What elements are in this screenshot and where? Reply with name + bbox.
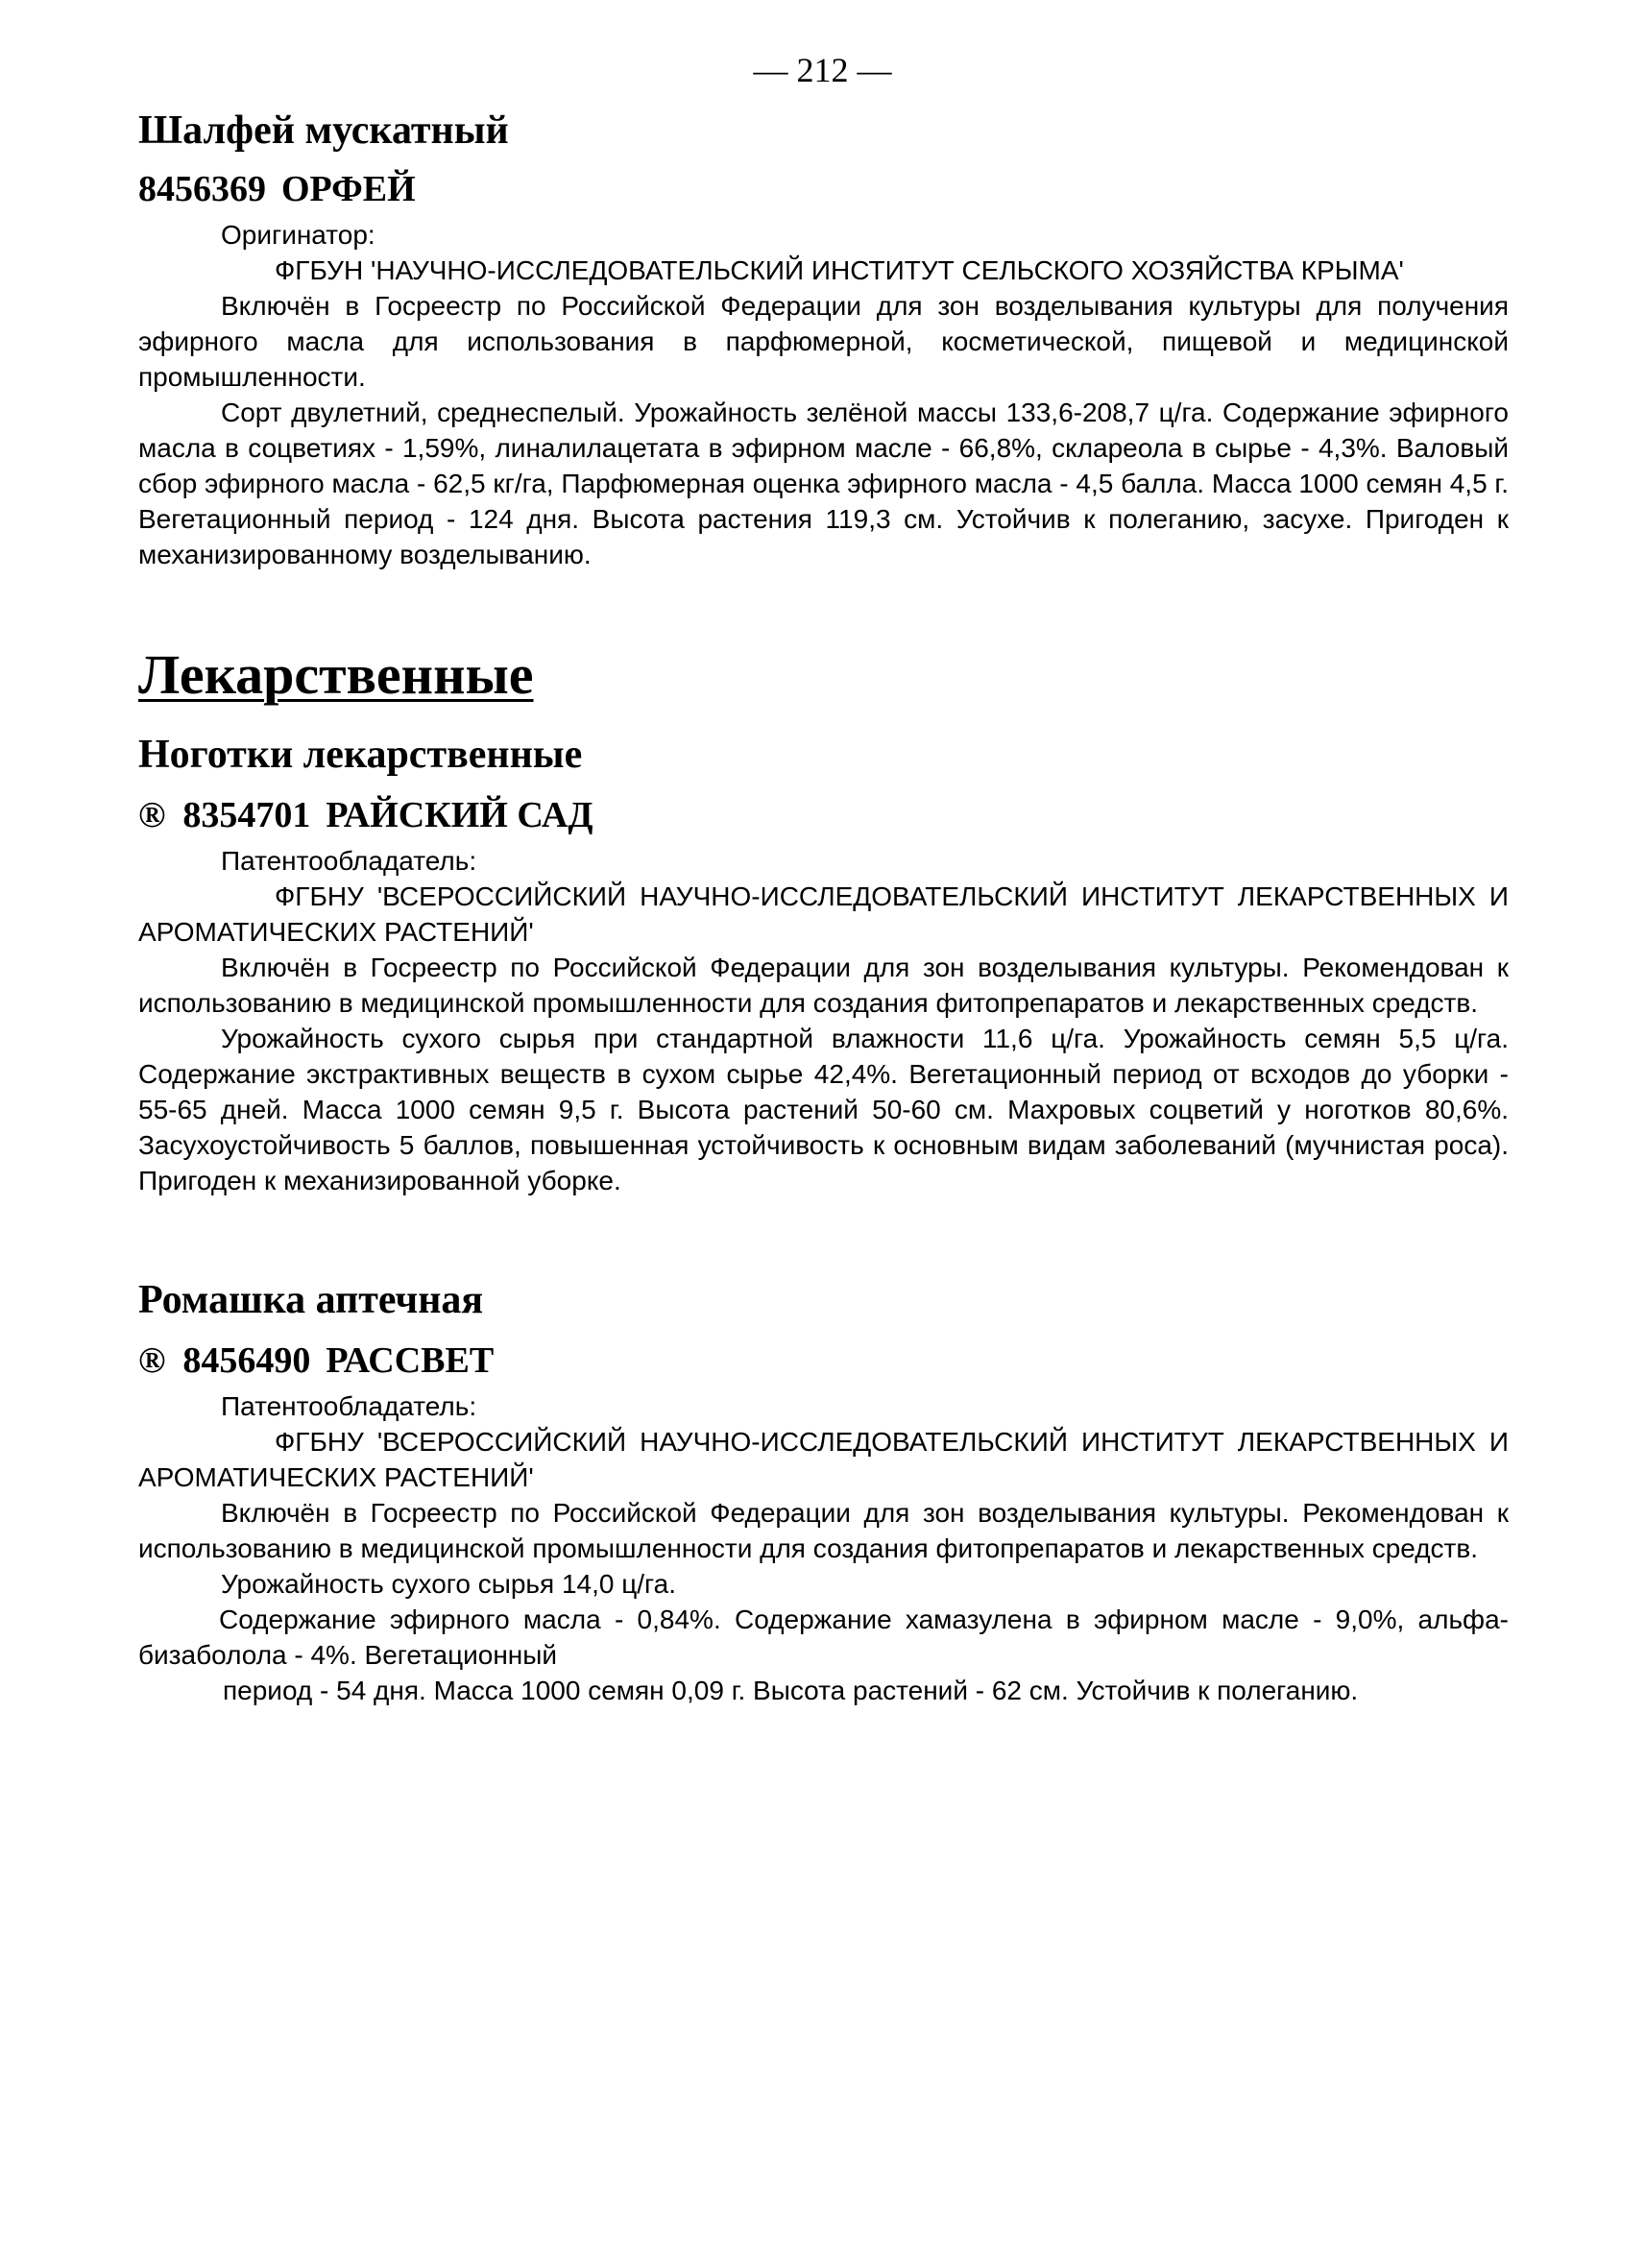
variety-heading bbox=[138, 791, 1509, 839]
registered-mark-icon: ® bbox=[138, 1340, 166, 1381]
originator-label: Оригинатор: bbox=[221, 220, 375, 250]
culture-heading: Ноготки лекарственные bbox=[138, 733, 583, 777]
originator-name: ФГБУН 'НАУЧНО-ИССЛЕДОВАТЕЛЬСКИЙ ИНСТИТУТ СЕЛЬСКОГО ХОЗЯЙСТВА КРЫМА' bbox=[275, 255, 1404, 285]
entry-calendula bbox=[138, 730, 1509, 1198]
registry-text: Включён в Госреестр по Российской Федерации для зон возделывания культуры. Рекомендован к использованию в медицинской промышленности для создания фитопрепаратов и лекарственных средств. bbox=[138, 953, 1509, 1018]
variety-number: 8456490 bbox=[182, 1340, 311, 1381]
section-title: Лекарственные bbox=[138, 643, 534, 706]
description-text: Урожайность сухого сырья при стандартной влажности 11,6 ц/га. Урожайность семян 5,5 ц/га. Содержание экстрактивных веществ в сухом сырье 42,4%. Вегетационный период от всходов до уборки - 55-65 дней. Масса 1000 семян 9,5 г. Высота растений 50-60 см. Махровых соцветий у ноготков 80,6%. Засухоустойчивость 5 баллов, повышенная устойчивость к основным видам заболеваний (мучнистая роса). Пригоден к механизированной уборке. bbox=[138, 1024, 1509, 1195]
holder-name: ФГБНУ 'ВСЕРОССИЙСКИЙ НАУЧНО-ИССЛЕДОВАТЕЛЬСКИЙ ИНСТИТУТ ЛЕКАРСТВЕННЫХ И АРОМАТИЧЕСКИХ РАСТЕНИЙ' bbox=[138, 1427, 1509, 1492]
page-number: — 212 — bbox=[753, 51, 892, 89]
registry-text: Включён в Госреестр по Российской Федерации для зон возделывания культуры для получения эфирного масла для использования в парфюмерной, косметической, пищевой и медицинской промышленности. bbox=[138, 291, 1509, 392]
entry-chamomile bbox=[138, 1275, 1509, 1708]
variety-heading bbox=[138, 1337, 1509, 1385]
variety-name: РАССВЕТ bbox=[326, 1340, 495, 1381]
variety-number: 8456369 bbox=[138, 169, 266, 209]
page-content bbox=[138, 106, 1509, 1708]
culture-heading: Ромашка аптечная bbox=[138, 1278, 484, 1322]
holder-label: Патентообладатель: bbox=[221, 846, 477, 876]
variety-number: 8354701 bbox=[182, 795, 311, 835]
description-text: Сорт двулетний, среднеспелый. Урожайность зелёной массы 133,6-208,7 ц/га. Содержание эфирного масла в соцветиях - 1,59%, линалилацетата в эфирном масле - 66,8%, склареола в сырье - 4,3%. Валовый сбор эфирного масла - 62,5 кг/га, Парфюмерная оценка эфирного масла - 4,5 балла. Масса 1000 семян 4,5 г. Вегетационный период - 124 дня. Высота растения 119,3 см. Устойчив к полеганию, засухе. Пригоден к механизированному возделыванию. bbox=[138, 398, 1510, 569]
holder-label: Патентообладатель: bbox=[221, 1391, 477, 1421]
vegetation-period-text: период - 54 дня. Масса 1000 семян 0,09 г. Высота растений - 62 см. Устойчив к полеганию. bbox=[223, 1676, 1359, 1705]
yield-text: Урожайность сухого сырья 14,0 ц/га. bbox=[221, 1569, 677, 1599]
variety-name: ОРФЕЙ bbox=[281, 169, 416, 209]
culture-heading: Шалфей мускатный bbox=[138, 109, 509, 153]
variety-heading bbox=[138, 165, 1509, 213]
registry-text: Включён в Госреестр по Российской Федерации для зон возделывания культуры. Рекомендован к использованию в медицинской промышленности для создания фитопрепаратов и лекарственных средств. bbox=[138, 1498, 1509, 1563]
entry-clary-sage bbox=[138, 106, 1509, 572]
registered-mark-icon: ® bbox=[138, 795, 166, 835]
variety-name: РАЙСКИЙ САД bbox=[326, 795, 593, 835]
holder-name: ФГБНУ 'ВСЕРОССИЙСКИЙ НАУЧНО-ИССЛЕДОВАТЕЛЬСКИЙ ИНСТИТУТ ЛЕКАРСТВЕННЫХ И АРОМАТИЧЕСКИХ РАСТЕНИЙ' bbox=[138, 881, 1509, 947]
oil-content-text: Содержание эфирного масла - 0,84%. Содержание хамазулена в эфирном масле - 9,0%, альфа-бизаболола - 4%. Вегетационный bbox=[138, 1604, 1509, 1670]
